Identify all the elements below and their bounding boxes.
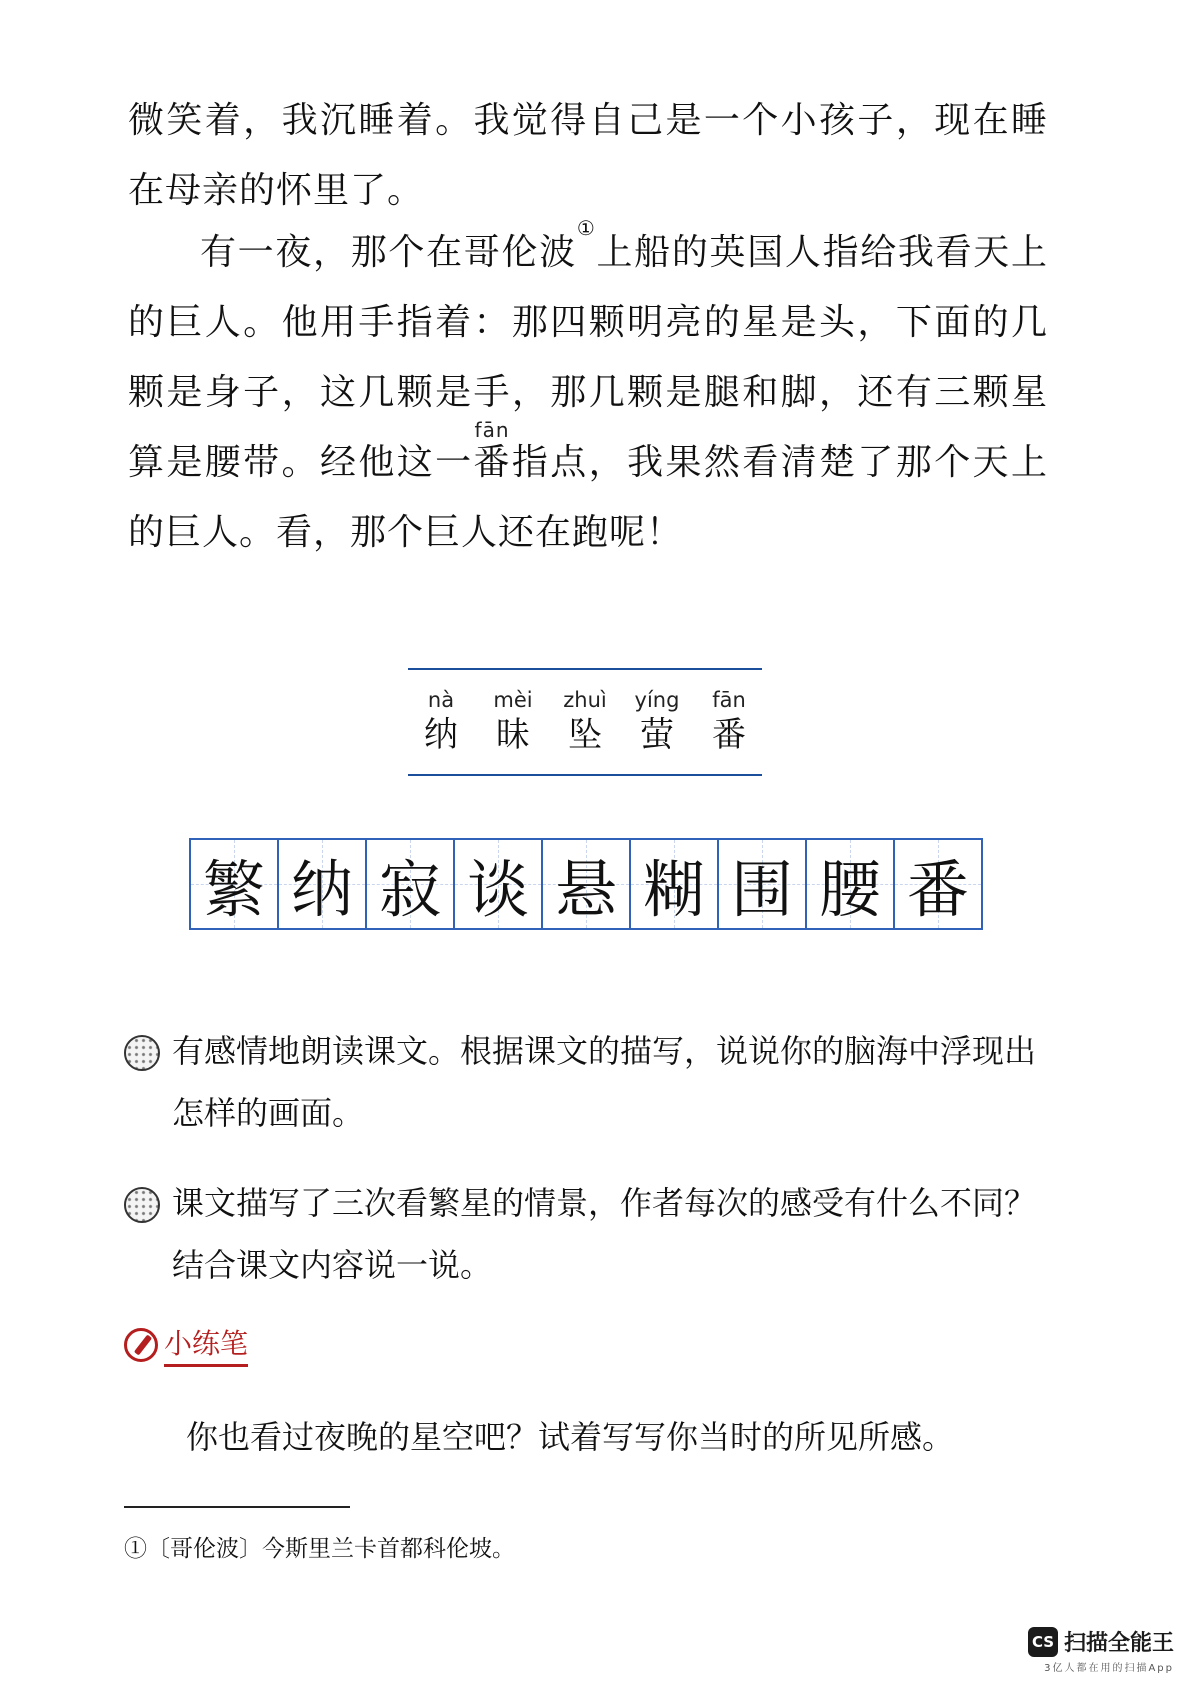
- new-char-item: [635, 687, 679, 757]
- watermark-subtitle: 3亿人都在用的扫描App: [1044, 1663, 1174, 1674]
- camscanner-logo-icon: CS: [1028, 1627, 1058, 1657]
- grid-cell: [367, 840, 455, 928]
- speech-icon: [124, 1035, 160, 1071]
- grid-cell: [631, 840, 719, 928]
- pen-icon: [124, 1328, 158, 1362]
- paragraph-2-end: 指点，我果然看清楚了那个天上的巨人。看，那个巨人还在跑呢！: [128, 442, 1048, 553]
- new-char-item: [707, 687, 751, 757]
- scanner-watermark: [1028, 1626, 1174, 1674]
- watermark-row: [1028, 1626, 1174, 1657]
- speech-icon: [124, 1187, 160, 1223]
- new-char: 坠: [568, 715, 602, 755]
- paragraph-2: [128, 218, 1048, 568]
- grid-cell: [543, 840, 631, 928]
- new-char-pinyin: zhuì: [563, 688, 607, 712]
- grid-char: 纳: [290, 852, 353, 926]
- practice-prompt: 你也看过夜晚的星空吧？试着写写你当时的所见所感。: [186, 1418, 955, 1456]
- exercise-1-text: 有感情地朗读课文。根据课文的描写，说说你的脑海中浮现出怎样的画面。: [172, 1032, 1037, 1132]
- new-char-item: [563, 687, 607, 757]
- grid-char: 寂: [378, 852, 441, 926]
- grid-char: 谈: [466, 852, 529, 926]
- ruby-annotated-char: 番fān: [473, 418, 512, 483]
- new-char: 番: [712, 715, 746, 755]
- footnote: ①〔哥伦波〕今斯里兰卡首都科伦坡。: [124, 1536, 515, 1562]
- new-char-item: [491, 687, 535, 757]
- grid-cell: [719, 840, 807, 928]
- watermark-name: 扫描全能王: [1063, 1631, 1174, 1656]
- grid-char: 围: [730, 852, 793, 926]
- paragraph-2-start: 有一夜，那个在哥伦波: [200, 232, 577, 273]
- new-char-pinyin: nà: [427, 688, 455, 712]
- grid-char: 糊: [642, 852, 705, 926]
- grid-cell: [191, 840, 279, 928]
- new-char: 昧: [496, 715, 530, 755]
- new-characters-box: [408, 668, 762, 776]
- practice-header: [124, 1322, 248, 1367]
- exercise-2: [124, 1172, 1054, 1296]
- grid-cell: [455, 840, 543, 928]
- paragraph-2-middle: 上船的英国人指给我看天上的巨人。他用手指着：那四颗明亮的星是头，下面的几颗是身子，这几颗是手，那几颗是腿和脚，还有三颗星算是腰带。经他这一: [128, 232, 1048, 483]
- grid-cell: [807, 840, 895, 928]
- practice-label: 小练笔: [164, 1322, 248, 1367]
- paragraph-1-text: 微笑着，我沉睡着。我觉得自己是一个小孩子，现在睡在母亲的怀里了。: [128, 100, 1048, 211]
- writing-grid: [189, 838, 983, 930]
- footnote-marker: ①: [576, 216, 597, 240]
- grid-char: 番: [906, 852, 969, 926]
- grid-char: 悬: [554, 852, 617, 926]
- new-char-item: [419, 687, 463, 757]
- exercise-2-text: 课文描写了三次看繁星的情景，作者每次的感受有什么不同？结合课文内容说一说。: [172, 1184, 1037, 1284]
- grid-char: 繁: [202, 852, 265, 926]
- footnote-divider: [124, 1506, 350, 1508]
- new-char-pinyin: fān: [712, 688, 746, 712]
- paragraph-1: [128, 86, 1048, 226]
- new-char-pinyin: yíng: [634, 688, 680, 712]
- grid-cell: [895, 840, 981, 928]
- grid-char: 腰: [818, 852, 881, 926]
- grid-cell: [279, 840, 367, 928]
- new-char: 纳: [424, 715, 458, 755]
- new-char: 萤: [640, 715, 674, 755]
- ruby-pinyin: fān: [473, 418, 511, 442]
- new-char-pinyin: mèi: [493, 688, 533, 712]
- exercise-1: [124, 1020, 1054, 1144]
